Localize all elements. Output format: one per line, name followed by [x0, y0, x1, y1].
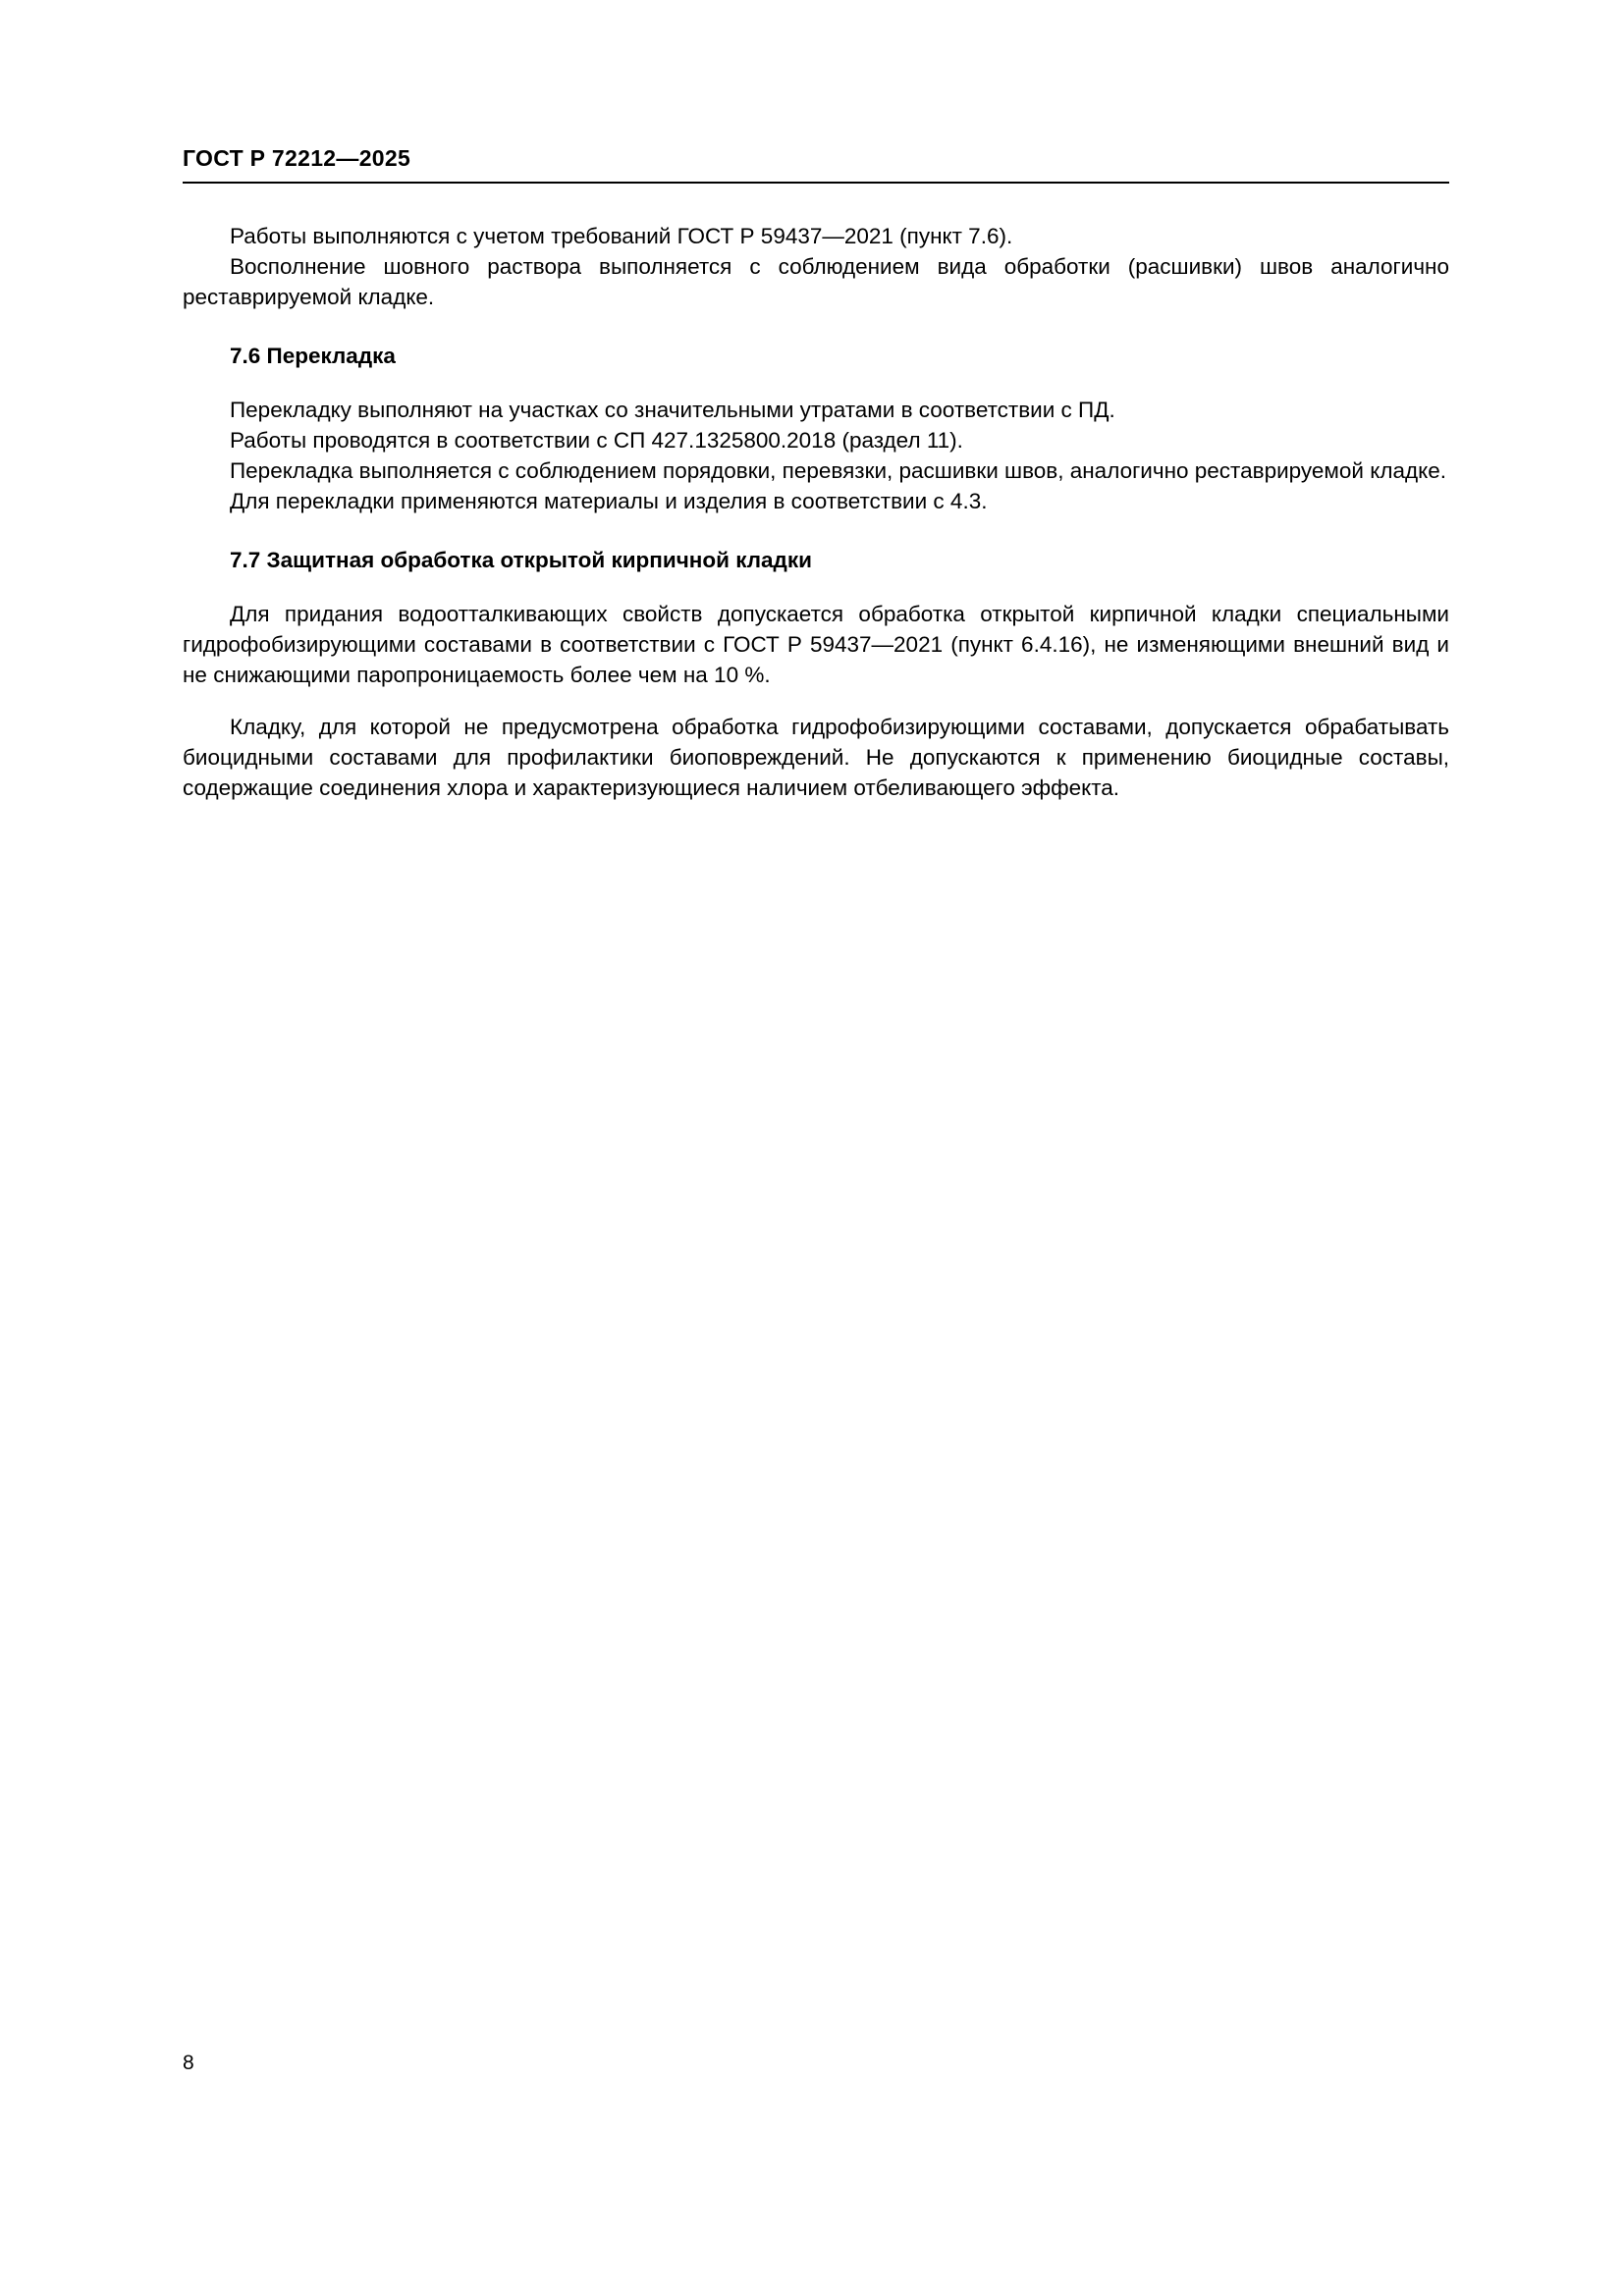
section-heading: 7.6 Перекладка — [230, 344, 396, 368]
paragraph: Перекладка выполняется с соблюдением порядовки, перевязки, расшивки швов, аналогично реставрируемой кладке. — [230, 458, 1446, 483]
paragraph: Восполнение шовного раствора выполняется с соблюдением вида обработки (расшивки) швов аналогично реставрируемой кладке. — [183, 254, 1449, 309]
paragraph: Работы проводятся в соответствии с СП 427.1325800.2018 (раздел 11). — [230, 428, 963, 453]
document-header: ГОСТ Р 72212—2025 — [183, 145, 1449, 184]
paragraph-gap — [183, 690, 1449, 712]
paragraph: Работы выполняются с учетом требований ГОСТ Р 59437—2021 (пункт 7.6). — [230, 224, 1013, 248]
intro-block — [183, 221, 1449, 312]
paragraph: Перекладку выполняют на участках со значительными утратами в соответствии с ПД. — [230, 398, 1115, 422]
section-heading: 7.7 Защитная обработка открытой кирпичной кладки — [230, 548, 812, 572]
page-number: 8 — [183, 2052, 194, 2074]
section-7-7 — [183, 546, 1449, 803]
page-content — [183, 145, 1449, 803]
paragraph: Кладку, для которой не предусмотрена обработка гидрофобизирующими составами, допускается обрабатывать биоцидными составами для профилактики биоповреждений. Не допускаются к применению биоцидные составы, содержащие соединения хлора и характеризующиеся наличием отбеливающего эффекта. — [183, 715, 1449, 800]
paragraph: Для перекладки применяются материалы и изделия в соответствии с 4.3. — [230, 489, 988, 513]
section-7-6 — [183, 342, 1449, 516]
paragraph: Для придания водоотталкивающих свойств допускается обработка открытой кирпичной кладки специальными гидрофобизирующими составами в соответствии с ГОСТ Р 59437—2021 (пункт 6.4.16), не изменяющими внешний вид и не снижающими паропроницаемость более чем на 10 %. — [183, 602, 1449, 687]
